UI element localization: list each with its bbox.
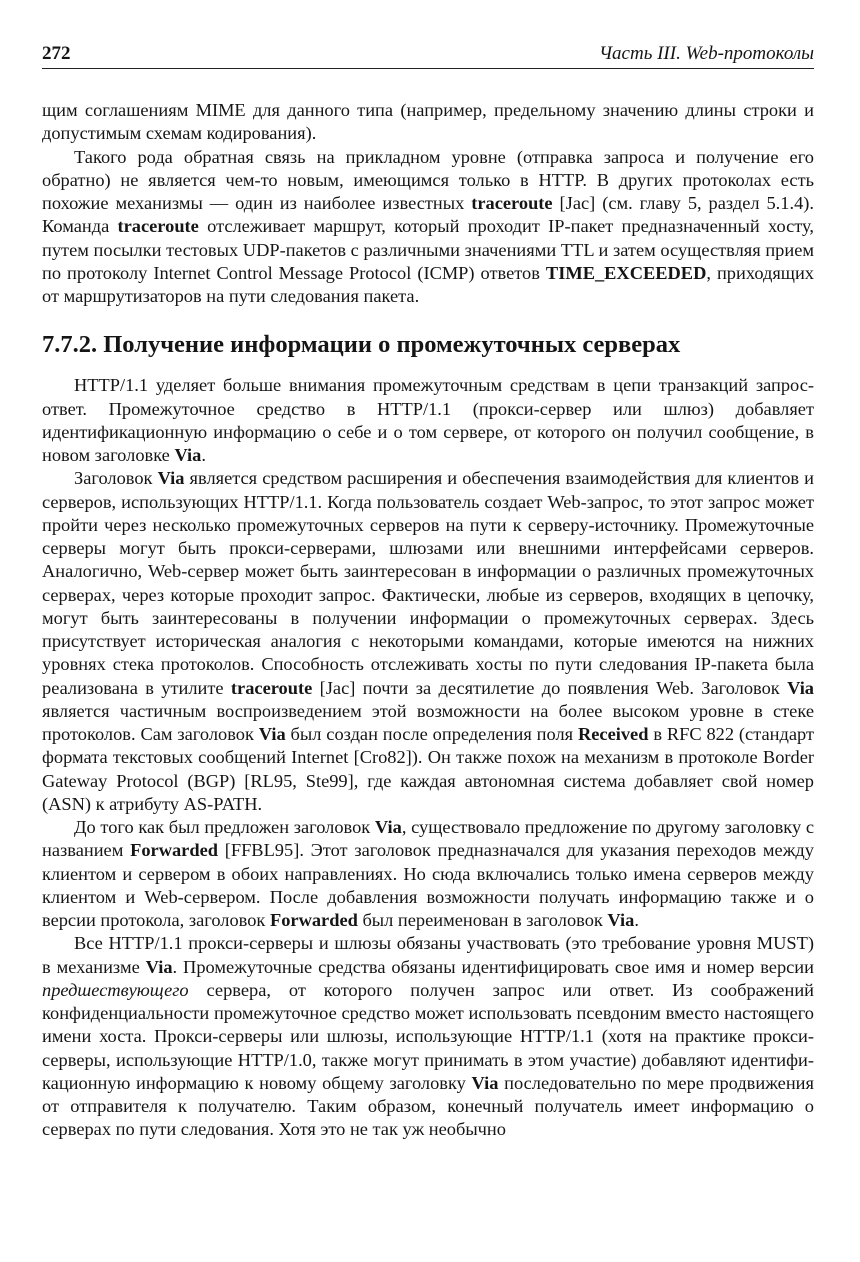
paragraph: [42, 467, 814, 816]
paragraph: [42, 932, 814, 1141]
text-run: До того как был предложен заголовок: [74, 817, 375, 837]
bold-term: traceroute: [230, 677, 313, 698]
bold-term: Via: [374, 817, 402, 837]
bold-term: Forwarded: [130, 840, 218, 861]
bold-term: Via: [258, 724, 286, 744]
text-run: в RFC 822 (стандарт формата текстовых сообщений Internet [Cro82]). Он также похож на механизм в протоколе Border Gateway Protocol (BGP) [RL95, Ste99], где каждая автономная система добавляет свой номер (ASN) к атрибуту AS-PATH.: [42, 724, 814, 814]
paragraph: [42, 816, 814, 932]
paragraph: [42, 374, 814, 467]
text-run: был переименован в заголовок: [357, 910, 608, 930]
paragraph: [42, 146, 814, 309]
text-run: Все HTTP/1.1 прокси-серверы и шлюзы обязаны участвовать (это требование уровня MUST) в механизме: [42, 933, 814, 977]
text-run: сервера, от которого получен запрос или ответ. Из соображений конфиденциальности промежуточное средство может использовать псевдоним вместо настоящего имени хоста. Прокси-серверы или шлюзы, использующие HTTP/1.1 (хотя на практике прокси-серверы, использующие HTTP/1.0, также могут принимать в этом участие) добавляют идентификационную информацию к новому общему заголовку: [42, 979, 814, 1093]
text-run: Такого рода обратная связь на прикладном уровне (отправка запроса и получение его обратно) не является чем-то новым, имеющимся только в HTTP. В других протоколах есть похожие механизмы — один из наиболее известных: [42, 146, 814, 213]
running-head: [42, 40, 814, 69]
text-run: [FFBL95]. Этот заголовок предназначался для указания переходов между клиентом и сервером в обоих направлениях. Но сюда включались только имена серверов между клиентом и Web-сервером. После добавления возможности получать информацию также и о версии протокола, заголовок: [42, 840, 814, 930]
section-number: 7.7.2.: [42, 331, 98, 359]
text-run: .: [634, 910, 639, 930]
italic-term: предшествующего: [42, 979, 189, 1000]
text-run: является частичным воспроизведением этой возможности на более высоком уровне в стеке протоколов. Сам заголовок: [42, 700, 814, 744]
text-run: , приходящих от маршрутизаторов на пути следования пакета.: [42, 262, 814, 306]
section-title: Получение информации о промежуточных серверах: [103, 331, 681, 359]
page-number: 272: [42, 43, 71, 64]
bold-term: traceroute: [117, 216, 199, 237]
bold-term: Via: [174, 445, 202, 465]
bold-term: Forwarded: [269, 910, 358, 930]
text-run: Заголовок: [74, 468, 158, 489]
text-run: последовательно по мере продвижения от отправителя к получателю. Таким образом, конечный получатель имеет информацию о серверах по пути следования. Хотя это не так уж необычно: [42, 1072, 814, 1140]
text-run: был создан после определения поля: [285, 724, 578, 744]
bold-term: Via: [607, 910, 635, 930]
section-heading: [42, 330, 814, 360]
bold-term: Via: [471, 1072, 499, 1093]
text-run: HTTP/1.1 уделяет больше внимания промежуточным средствам в цепи транзакций запрос-ответ. Промежуточное средство в HTTP/1.1 (прокси-сервер или шлюз) добавляет идентификационную информацию о себе и о том сервере, от которого он получил сообщение, в новом заголовке: [42, 375, 814, 465]
text-run: [Jac] (см. главу 5, раздел 5.1.4). Команда: [42, 193, 814, 237]
running-title: Часть III. Web-протоколы: [598, 43, 814, 64]
book-page: [42, 40, 814, 1142]
text-run: щим соглашениям MIME для данного типа (например, предельному значению длины строки и допустимым схемам кодирования).: [42, 100, 814, 144]
bold-term: Via: [787, 677, 814, 698]
bold-term: Via: [157, 468, 185, 489]
text-run: . Промежуточные средства обязаны идентифицировать свое имя и номер версии: [172, 956, 814, 977]
bold-term: Received: [577, 724, 649, 744]
bold-term: TIME_EXCEEDED: [545, 262, 707, 283]
text-run: , существовало предложение по другому заголовку с названием: [42, 817, 815, 861]
text-run: [Jac] почти за десятилетие до появления Web. Заголовок: [312, 677, 788, 698]
text-run: .: [201, 445, 206, 465]
text-run: является средством расширения и обеспечения взаимодействия для клиентов и серверов, использующих HTTP/1.1. Когда пользователь создает Web-запрос, то этот запрос может пройти через несколько промежуточных серверов на пути к серверу-источнику. Промежуточные серверы могут быть прокси-серверами, шлюзами или внешними интерфейсами серверов. Аналогично, Web-сервер может быть заинтересован в информации о различных промежуточных серверах, через которые проходит запрос. Фактически, любые из серверов, входящих в цепочку, могут быть заинтересованы в получении информации о промежуточных серверах. Здесь присутствует историческая аналогия с некоторыми командами, которые имеются на нижних уровнях стека протоколов. Способность отслеживать хосты по пути следования IP-пакета была реализована в утилите: [42, 468, 814, 698]
body-text: [42, 99, 814, 1142]
text-run: отслеживает маршрут, который проходит IP-пакет предназначенный хосту, путем посылки тестовых UDP-пакетов с различными значениями TTL и затем осуществляя прием по протоколу Internet Control Message Protocol (ICMP) ответов: [42, 216, 814, 283]
paragraph: [42, 99, 814, 146]
bold-term: Via: [145, 956, 173, 977]
bold-term: traceroute: [471, 193, 553, 213]
